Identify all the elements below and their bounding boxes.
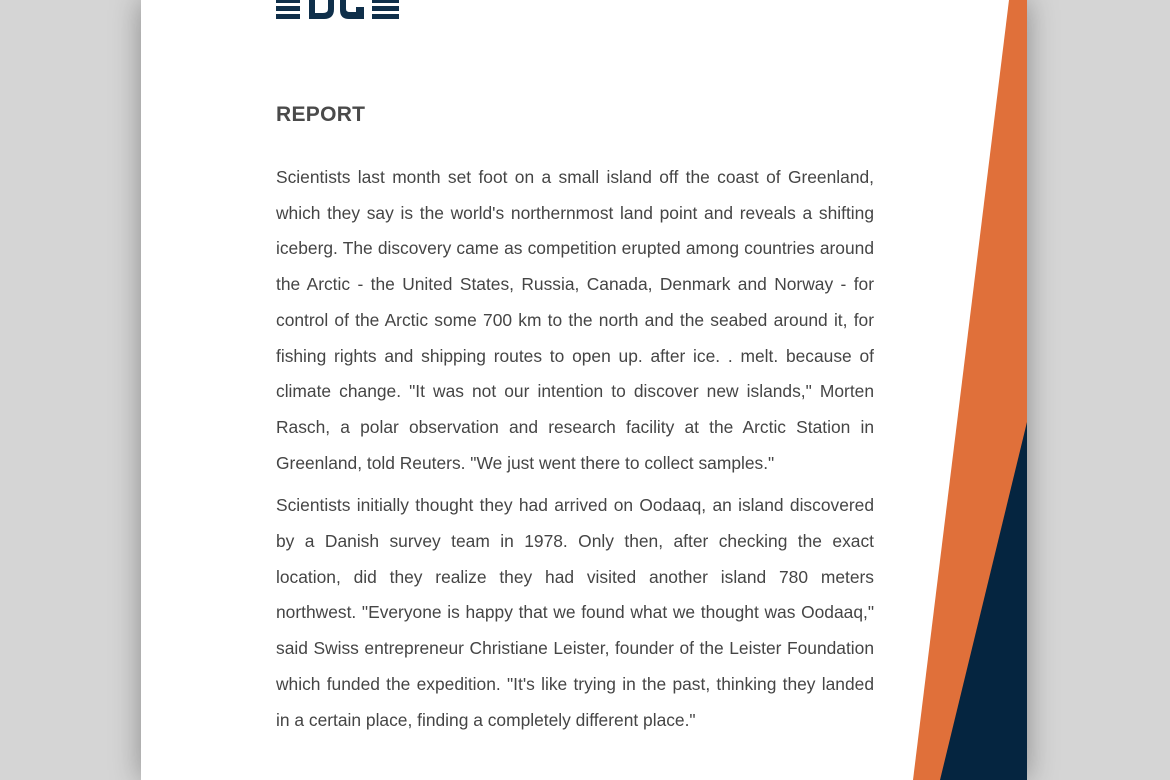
paragraph-1: Scientists last month set foot on a small island off the coast of Greenland, which they say is the world's northernmost land point and reveals a shifting iceberg. The discovery came as competition erupted among countries around the Arctic - the United States, Russia, Canada, Denmark and Norway - for control of the Arctic some 700 km to the north and the seabed around it, for fishing rights and shipping routes to open up. after ice. . melt. because of climate change. "It was not our intention to discover new islands," Morten Rasch, a polar observation and research facility at the Arctic Station in Greenland, told Reuters. "We just went there to collect samples." <box>276 167 874 473</box>
report-title: REPORT <box>276 103 366 126</box>
document-page <box>141 0 1027 780</box>
edge-logo <box>276 0 399 20</box>
paragraph-2: Scientists initially thought they had arrived on Oodaaq, an island discovered by a Danish survey team in 1978. Only then, after checking the exact location, did they realize they had visited another island 780 meters northwest. "Everyone is happy that we found what we thought was Oodaaq," said Swiss entrepreneur Christiane Leister, founder of the Leister Foundation which funded the expedition. "It's like trying in the past, thinking they landed in a certain place, finding a completely different place." <box>276 495 874 730</box>
report-body <box>276 160 874 745</box>
